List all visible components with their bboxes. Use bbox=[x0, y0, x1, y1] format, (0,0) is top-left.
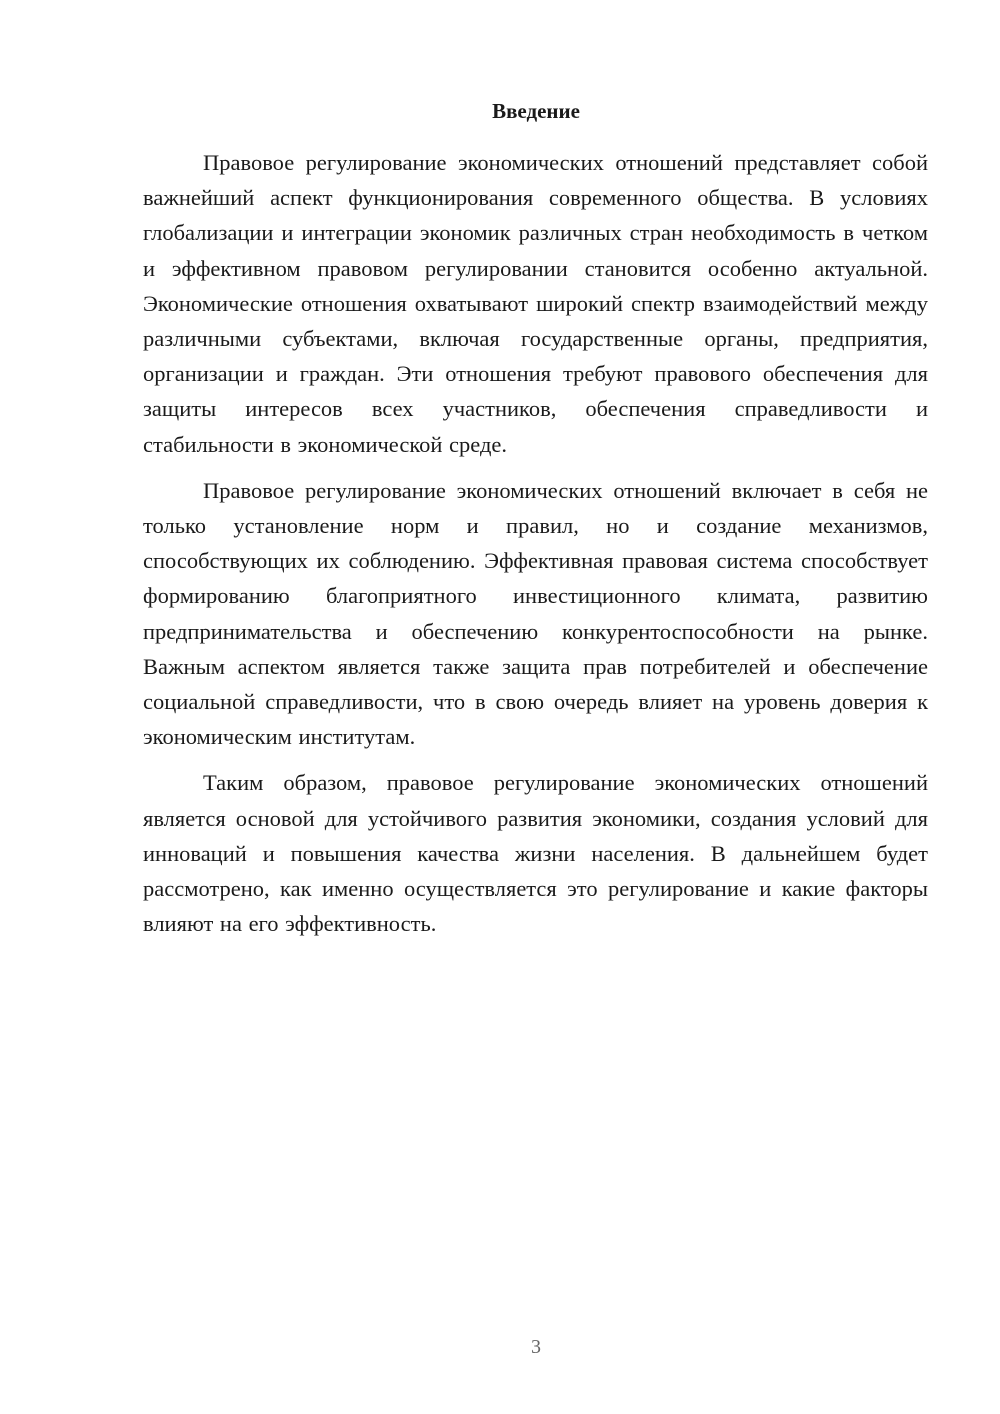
section-heading: Введение bbox=[492, 99, 580, 123]
paragraph-3: Таким образом, правовое регулирование экономических отношений является основой для устойчивого развития экономики, создания условий для инноваций и повышения качества жизни населения. В дальнейшем будет рассмотрено, как именно осуществляется это регулирование и какие факторы влияют на его эффективность. bbox=[143, 770, 928, 937]
paragraph-1: Правовое регулирование экономических отношений представляет собой важнейший аспект функционирования современного общества. В условиях глобализации и интеграции экономик различных стран необходимость в четком и эффективном правовом регулировании становится особенно актуальной. Экономические отношения охватывают широкий спектр взаимодействий между различными субъектами, включая государственные органы, предприятия, организации и граждан. Эти отношения требуют правового обеспечения для защиты интересов всех участников, обеспечения справедливости и стабильности в экономической среде. bbox=[143, 150, 928, 457]
body-text bbox=[143, 145, 928, 952]
page-number: 3 bbox=[531, 1336, 541, 1358]
paragraph-2: Правовое регулирование экономических отношений включает в себя не только установление норм и правил, но и создание механизмов, способствующих их соблюдению. Эффективная правовая система способствует формированию благоприятного инвестиционного климата, развитию предпринимательства и обеспечению конкурентоспособности на рынке. Важным аспектом является также защита прав потребителей и обеспечение социальной справедливости, что в свою очередь влияет на уровень доверия к экономическим институтам. bbox=[143, 477, 928, 750]
